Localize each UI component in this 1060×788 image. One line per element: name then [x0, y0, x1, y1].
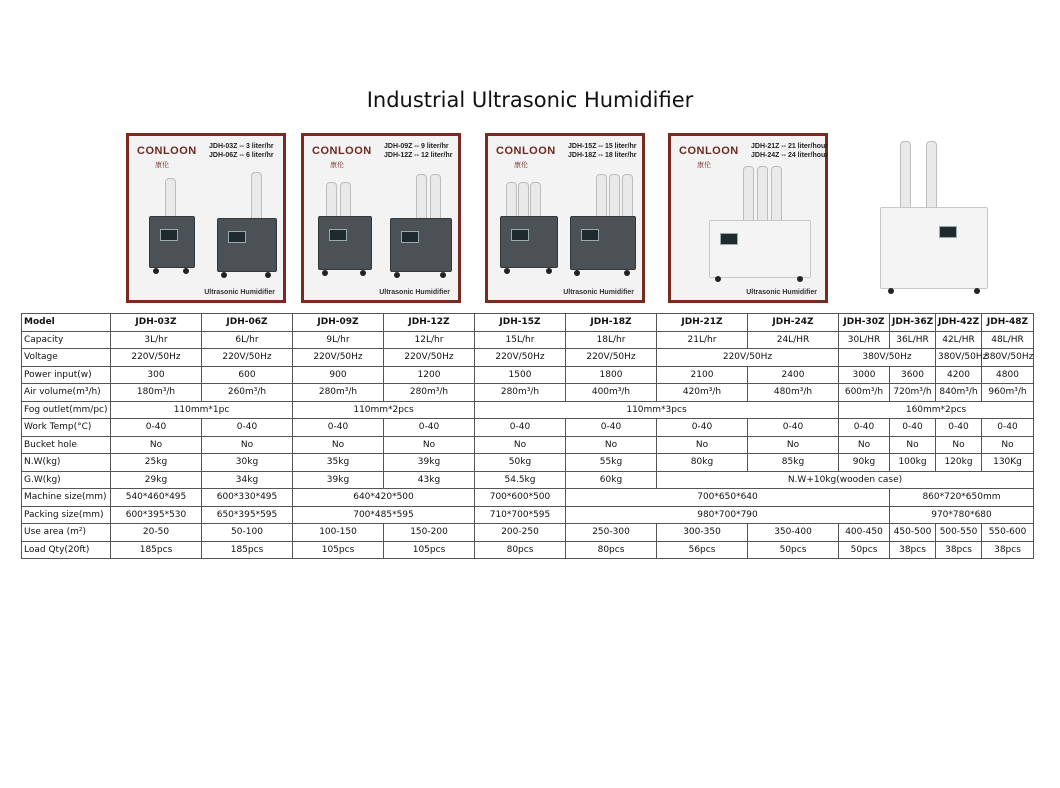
table-cell: 980*700*790 [566, 506, 890, 524]
table-cell: 0-40 [111, 419, 202, 437]
table-cell: 1500 [475, 366, 566, 384]
table-cell: 30L/HR [839, 331, 890, 349]
table-cell: 39kg [384, 454, 475, 472]
table-cell: JDH-12Z [384, 314, 475, 332]
table-row [22, 524, 1034, 542]
brand-sub: 康伦 [330, 162, 344, 169]
table-cell: 0-40 [748, 419, 839, 437]
table-cell: 130Kg [982, 454, 1034, 472]
table-cell: 20-50 [111, 524, 202, 542]
table-cell: 50pcs [839, 541, 890, 559]
table-cell: 700*600*500 [475, 489, 566, 507]
table-cell: 450-500 [890, 524, 936, 542]
product-image-jdh-15z-18z [485, 133, 645, 303]
table-row [22, 471, 1034, 489]
table-cell: 80pcs [475, 541, 566, 559]
table-cell: 6L/hr [202, 331, 293, 349]
table-cell: No [936, 436, 982, 454]
table-cell: 55kg [566, 454, 657, 472]
table-cell: No [566, 436, 657, 454]
table-cell: 50-100 [202, 524, 293, 542]
table-cell: 200-250 [475, 524, 566, 542]
table-cell: 38pcs [890, 541, 936, 559]
row-label: Bucket hole [22, 436, 111, 454]
table-cell: No [111, 436, 202, 454]
panel-caption: Ultrasonic Humidifier [563, 289, 634, 296]
table-cell: 220V/50Hz [475, 349, 566, 367]
model-spec-label: JDH-21Z -- 21 liter/hour JDH-24Z -- 24 liter/hour [751, 143, 829, 159]
humidifier-unit [217, 218, 277, 272]
table-cell: 280m³/h [475, 384, 566, 402]
table-cell: 50kg [475, 454, 566, 472]
spec-table [21, 313, 1034, 559]
table-cell: 3000 [839, 366, 890, 384]
table-row [22, 506, 1034, 524]
table-cell: 120kg [936, 454, 982, 472]
product-image-jdh-21z-24z [668, 133, 828, 303]
table-cell: 0-40 [202, 419, 293, 437]
table-cell: 280m³/h [293, 384, 384, 402]
row-label: Packing size(mm) [22, 506, 111, 524]
table-cell: 50pcs [748, 541, 839, 559]
row-label: G.W(kg) [22, 471, 111, 489]
table-cell: 3L/hr [111, 331, 202, 349]
table-row [22, 401, 1034, 419]
table-cell: 0-40 [657, 419, 748, 437]
table-cell: JDH-09Z [293, 314, 384, 332]
table-cell: JDH-42Z [936, 314, 982, 332]
product-image-jdh-03z-06z [126, 133, 286, 303]
table-cell: 25kg [111, 454, 202, 472]
table-cell: 0-40 [384, 419, 475, 437]
table-cell: No [202, 436, 293, 454]
table-cell: 710*700*595 [475, 506, 566, 524]
table-row [22, 349, 1034, 367]
table-cell: 400-450 [839, 524, 890, 542]
brand-sub: 康伦 [155, 162, 169, 169]
table-row [22, 314, 1034, 332]
table-cell: No [475, 436, 566, 454]
humidifier-unit [500, 216, 558, 268]
table-cell: 420m³/h [657, 384, 748, 402]
row-label: N.W(kg) [22, 454, 111, 472]
row-label: Power input(w) [22, 366, 111, 384]
table-cell: 185pcs [111, 541, 202, 559]
table-cell: 56pcs [657, 541, 748, 559]
table-cell: 220V/50Hz [566, 349, 657, 367]
table-row [22, 489, 1034, 507]
table-cell: JDH-06Z [202, 314, 293, 332]
row-label: Capacity [22, 331, 111, 349]
table-cell: 9L/hr [293, 331, 384, 349]
humidifier-unit [149, 216, 195, 268]
row-label: Use area (m²) [22, 524, 111, 542]
table-cell: 39kg [293, 471, 384, 489]
table-cell: 480m³/h [748, 384, 839, 402]
brand-logo: CONLOON [679, 145, 739, 157]
table-cell: 0-40 [475, 419, 566, 437]
table-cell: 250-300 [566, 524, 657, 542]
panel-caption: Ultrasonic Humidifier [204, 289, 275, 296]
humidifier-unit [318, 216, 372, 270]
table-cell: No [657, 436, 748, 454]
table-cell: 38pcs [982, 541, 1034, 559]
table-cell: JDH-36Z [890, 314, 936, 332]
table-cell: 220V/50Hz [657, 349, 839, 367]
table-cell: 185pcs [202, 541, 293, 559]
table-cell: 350-400 [748, 524, 839, 542]
table-cell: 110mm*2pcs [293, 401, 475, 419]
table-cell: 550-600 [982, 524, 1034, 542]
panel-caption: Ultrasonic Humidifier [746, 289, 817, 296]
table-row [22, 541, 1034, 559]
table-cell: 900 [293, 366, 384, 384]
table-cell: 380V/50Hz [936, 349, 982, 367]
row-label: Fog outlet(mm/pc) [22, 401, 111, 419]
humidifier-unit [570, 216, 636, 270]
table-cell: 720m³/h [890, 384, 936, 402]
table-cell: 150-200 [384, 524, 475, 542]
table-cell: 600m³/h [839, 384, 890, 402]
table-cell: 90kg [839, 454, 890, 472]
table-cell: 600*330*495 [202, 489, 293, 507]
brand-logo: CONLOON [496, 145, 556, 157]
table-cell: 18L/hr [566, 331, 657, 349]
table-cell: 840m³/h [936, 384, 982, 402]
table-cell: 4200 [936, 366, 982, 384]
table-cell: 100-150 [293, 524, 384, 542]
table-cell: 29kg [111, 471, 202, 489]
table-cell: No [293, 436, 384, 454]
table-cell: 220V/50Hz [202, 349, 293, 367]
table-cell: 380V/50Hz [839, 349, 936, 367]
table-cell: 500-550 [936, 524, 982, 542]
table-cell: 0-40 [982, 419, 1034, 437]
table-cell: 970*780*680 [890, 506, 1034, 524]
table-cell: 600*395*530 [111, 506, 202, 524]
table-cell: No [839, 436, 890, 454]
table-cell: 42L/HR [936, 331, 982, 349]
panel-caption: Ultrasonic Humidifier [379, 289, 450, 296]
model-spec-label: JDH-09Z -- 9 liter/hr JDH-12Z -- 12 liter/hr [384, 143, 453, 159]
table-cell: 110mm*1pc [111, 401, 293, 419]
table-cell: 160mm*2pcs [839, 401, 1034, 419]
table-cell: 540*460*495 [111, 489, 202, 507]
table-cell: 280m³/h [384, 384, 475, 402]
model-spec-label: JDH-15Z -- 15 liter/hr JDH-18Z -- 18 liter/hr [568, 143, 637, 159]
table-cell: 650*395*595 [202, 506, 293, 524]
brand-sub: 康伦 [514, 162, 528, 169]
row-label: Air volume(m³/h) [22, 384, 111, 402]
table-cell: JDH-03Z [111, 314, 202, 332]
row-label: Load Qty(20ft) [22, 541, 111, 559]
table-cell: 260m³/h [202, 384, 293, 402]
table-cell: 36L/HR [890, 331, 936, 349]
table-cell: No [890, 436, 936, 454]
table-row [22, 384, 1034, 402]
table-cell: 105pcs [293, 541, 384, 559]
table-cell: 300 [111, 366, 202, 384]
table-cell: 0-40 [293, 419, 384, 437]
table-cell: No [384, 436, 475, 454]
page-title: Industrial Ultrasonic Humidifier [366, 88, 694, 112]
table-cell: 640*420*500 [293, 489, 475, 507]
table-cell: 43kg [384, 471, 475, 489]
table-cell: 860*720*650mm [890, 489, 1034, 507]
table-cell: 400m³/h [566, 384, 657, 402]
table-row [22, 331, 1034, 349]
table-cell: 48L/HR [982, 331, 1034, 349]
table-cell: 0-40 [839, 419, 890, 437]
table-cell: 1200 [384, 366, 475, 384]
table-cell: JDH-24Z [748, 314, 839, 332]
brand-logo: CONLOON [312, 145, 372, 157]
table-cell: 0-40 [936, 419, 982, 437]
table-cell: 34kg [202, 471, 293, 489]
table-cell: No [982, 436, 1034, 454]
table-cell: No [748, 436, 839, 454]
table-cell: 38pcs [936, 541, 982, 559]
table-row [22, 454, 1034, 472]
table-cell: 180m³/h [111, 384, 202, 402]
table-cell: 105pcs [384, 541, 475, 559]
table-cell: 220V/50Hz [384, 349, 475, 367]
brand-sub: 康伦 [697, 162, 711, 169]
table-cell: 80kg [657, 454, 748, 472]
table-cell: 600 [202, 366, 293, 384]
row-label: Model [22, 314, 111, 332]
table-row [22, 436, 1034, 454]
table-cell: 80pcs [566, 541, 657, 559]
humidifier-unit [880, 207, 988, 289]
table-row [22, 419, 1034, 437]
table-cell: 220V/50Hz [293, 349, 384, 367]
humidifier-unit [390, 218, 452, 272]
table-cell: 0-40 [566, 419, 657, 437]
brand-logo: CONLOON [137, 145, 197, 157]
table-row [22, 366, 1034, 384]
table-cell: 2100 [657, 366, 748, 384]
humidifier-unit [709, 220, 811, 278]
table-cell: 15L/hr [475, 331, 566, 349]
table-cell: 21L/hr [657, 331, 748, 349]
table-cell: 380V/50Hz [982, 349, 1034, 367]
table-cell: 300-350 [657, 524, 748, 542]
table-cell: 110mm*3pcs [475, 401, 839, 419]
table-cell: 1800 [566, 366, 657, 384]
table-cell: 100kg [890, 454, 936, 472]
table-cell: JDH-48Z [982, 314, 1034, 332]
table-cell: 700*650*640 [566, 489, 890, 507]
table-cell: JDH-15Z [475, 314, 566, 332]
table-cell: JDH-30Z [839, 314, 890, 332]
table-cell: 700*485*595 [293, 506, 475, 524]
table-cell: 85kg [748, 454, 839, 472]
row-label: Voltage [22, 349, 111, 367]
table-cell: 24L/HR [748, 331, 839, 349]
table-cell: 2400 [748, 366, 839, 384]
row-label: Machine size(mm) [22, 489, 111, 507]
table-cell: 220V/50Hz [111, 349, 202, 367]
table-cell: JDH-21Z [657, 314, 748, 332]
table-cell: N.W+10kg(wooden case) [657, 471, 1034, 489]
table-cell: 60kg [566, 471, 657, 489]
table-cell: 54.5kg [475, 471, 566, 489]
product-image-jdh-09z-12z [301, 133, 461, 303]
model-spec-label: JDH-03Z -- 3 liter/hr JDH-06Z -- 6 liter/hr [209, 143, 274, 159]
table-cell: 35kg [293, 454, 384, 472]
table-cell: JDH-18Z [566, 314, 657, 332]
row-label: Work Temp(°C) [22, 419, 111, 437]
table-cell: 4800 [982, 366, 1034, 384]
table-cell: 12L/hr [384, 331, 475, 349]
table-cell: 3600 [890, 366, 936, 384]
table-cell: 0-40 [890, 419, 936, 437]
table-cell: 960m³/h [982, 384, 1034, 402]
table-cell: 30kg [202, 454, 293, 472]
product-image-jdh-30z-48z [848, 133, 1018, 303]
